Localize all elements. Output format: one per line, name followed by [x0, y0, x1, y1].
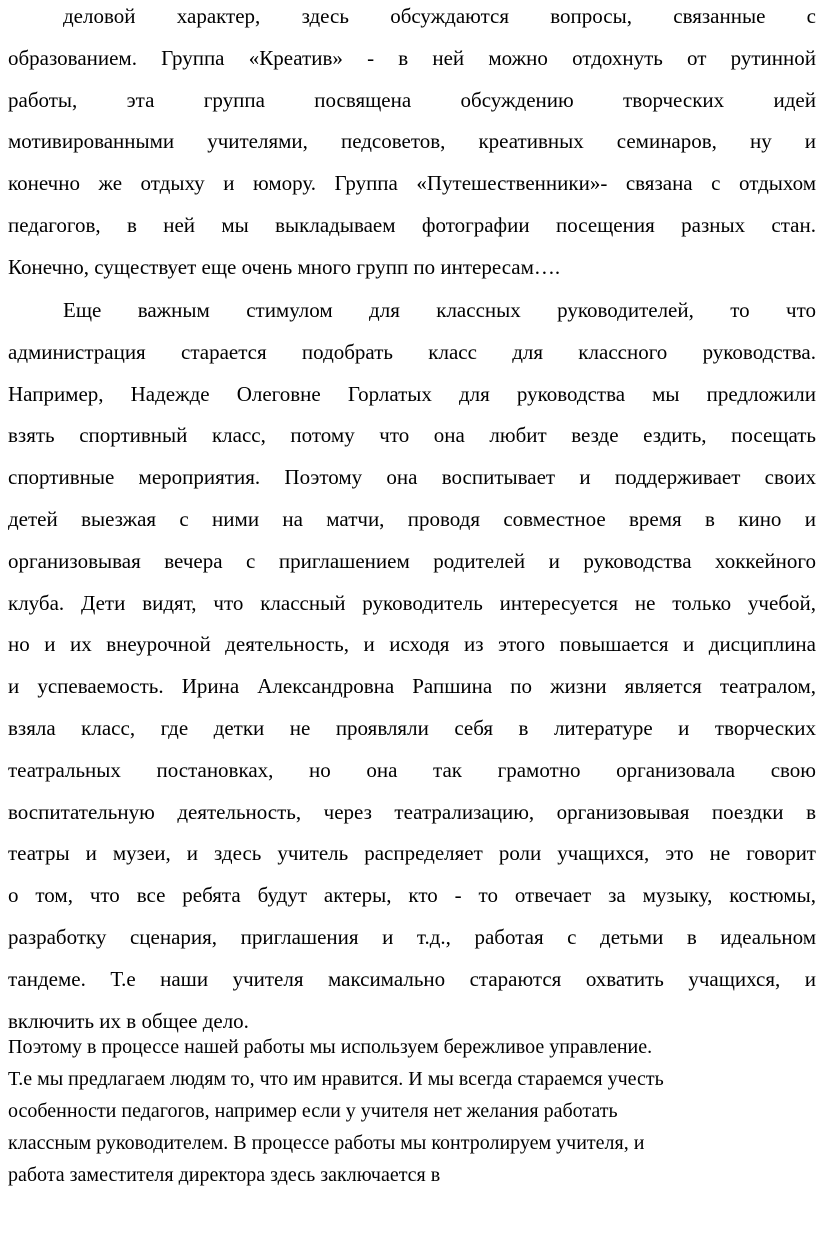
paragraph-line: организовывая вечера с приглашением родителей и руководства хоккейного — [8, 548, 816, 573]
paragraph-line: Например, Надежде Олеговне Горлатых для руководства мы предложили — [8, 381, 816, 406]
paragraph-line: образованием. Группа «Креатив» - в ней можно отдохнуть от рутинной — [8, 45, 816, 70]
paragraph-line: и успеваемость. Ирина Александровна Рапшина по жизни является театралом, — [8, 674, 816, 699]
paragraph-line: мотивированными учителями, педсоветов, креативных семинаров, ну и — [8, 129, 816, 154]
paragraph-line: Еще важным стимулом для классных руководителей, то что — [63, 298, 816, 322]
paragraph-1 — [8, 0, 816, 289]
paragraph-line: взять спортивный класс, потому что она любит везде ездить, посещать — [8, 423, 816, 448]
paragraph-line: работа заместителя директора здесь заключается в — [8, 1164, 441, 1186]
paragraph-line: о том, что все ребята будут актеры, кто - то отвечает за музыку, костюмы, — [8, 883, 816, 908]
paragraph-line: деловой характер, здесь обсуждаются вопросы, связанные с — [63, 4, 816, 28]
paragraph-line: разработку сценария, приглашения и т.д., работая с детьми в идеальном — [8, 924, 816, 949]
paragraph-line: Т.е мы предлагаем людям то, что им нравится. И мы всегда стараемся учесть — [8, 1068, 664, 1090]
paragraph-line: педагогов, в ней мы выкладываем фотографии посещения разных стан. — [8, 212, 816, 237]
paragraph-line: Поэтому в процессе нашей работы мы используем бережливое управление. — [8, 1036, 653, 1058]
paragraph-line: спортивные мероприятия. Поэтому она воспитывает и поддерживает своих — [8, 465, 816, 490]
paragraph-line: классным руководителем. В процессе работы мы контролируем учителя, и — [8, 1132, 645, 1154]
paragraph-line: тандеме. Т.е наши учителя максимально стараются охватить учащихся, и — [8, 966, 816, 991]
paragraph-line: театральных постановках, но она так грамотно организовала свою — [8, 757, 816, 782]
paragraph-2 — [8, 290, 816, 1042]
paragraph-line: воспитательную деятельность, через театрализацию, организовывая поездки в — [8, 799, 816, 824]
paragraph-3 — [8, 1031, 816, 1191]
paragraph-line: Конечно, существует еще очень много групп по интересам…. — [8, 254, 561, 279]
paragraph-line: взяла класс, где детки не проявляли себя в литературе и творческих — [8, 715, 816, 740]
paragraph-line: детей выезжая с ними на матчи, проводя совместное время в кино и — [8, 506, 816, 531]
paragraph-line: работы, эта группа посвящена обсуждению творческих идей — [8, 87, 816, 112]
paragraph-line: клуба. Дети видят, что классный руководитель интересуется не только учебой, — [8, 590, 816, 615]
paragraph-line: театры и музеи, и здесь учитель распределяет роли учащихся, это не говорит — [8, 841, 816, 866]
paragraph-line: включить их в общее дело. — [8, 1008, 249, 1033]
paragraph-line: администрация старается подобрать класс для классного руководства. — [8, 339, 816, 364]
paragraph-line: конечно же отдыху и юмору. Группа «Путешественники»- связана с отдыхом — [8, 171, 816, 196]
paragraph-line: особенности педагогов, например если у учителя нет желания работать — [8, 1100, 618, 1122]
paragraph-line: но и их внеурочной деятельность, и исходя из этого повышается и дисциплина — [8, 632, 816, 657]
